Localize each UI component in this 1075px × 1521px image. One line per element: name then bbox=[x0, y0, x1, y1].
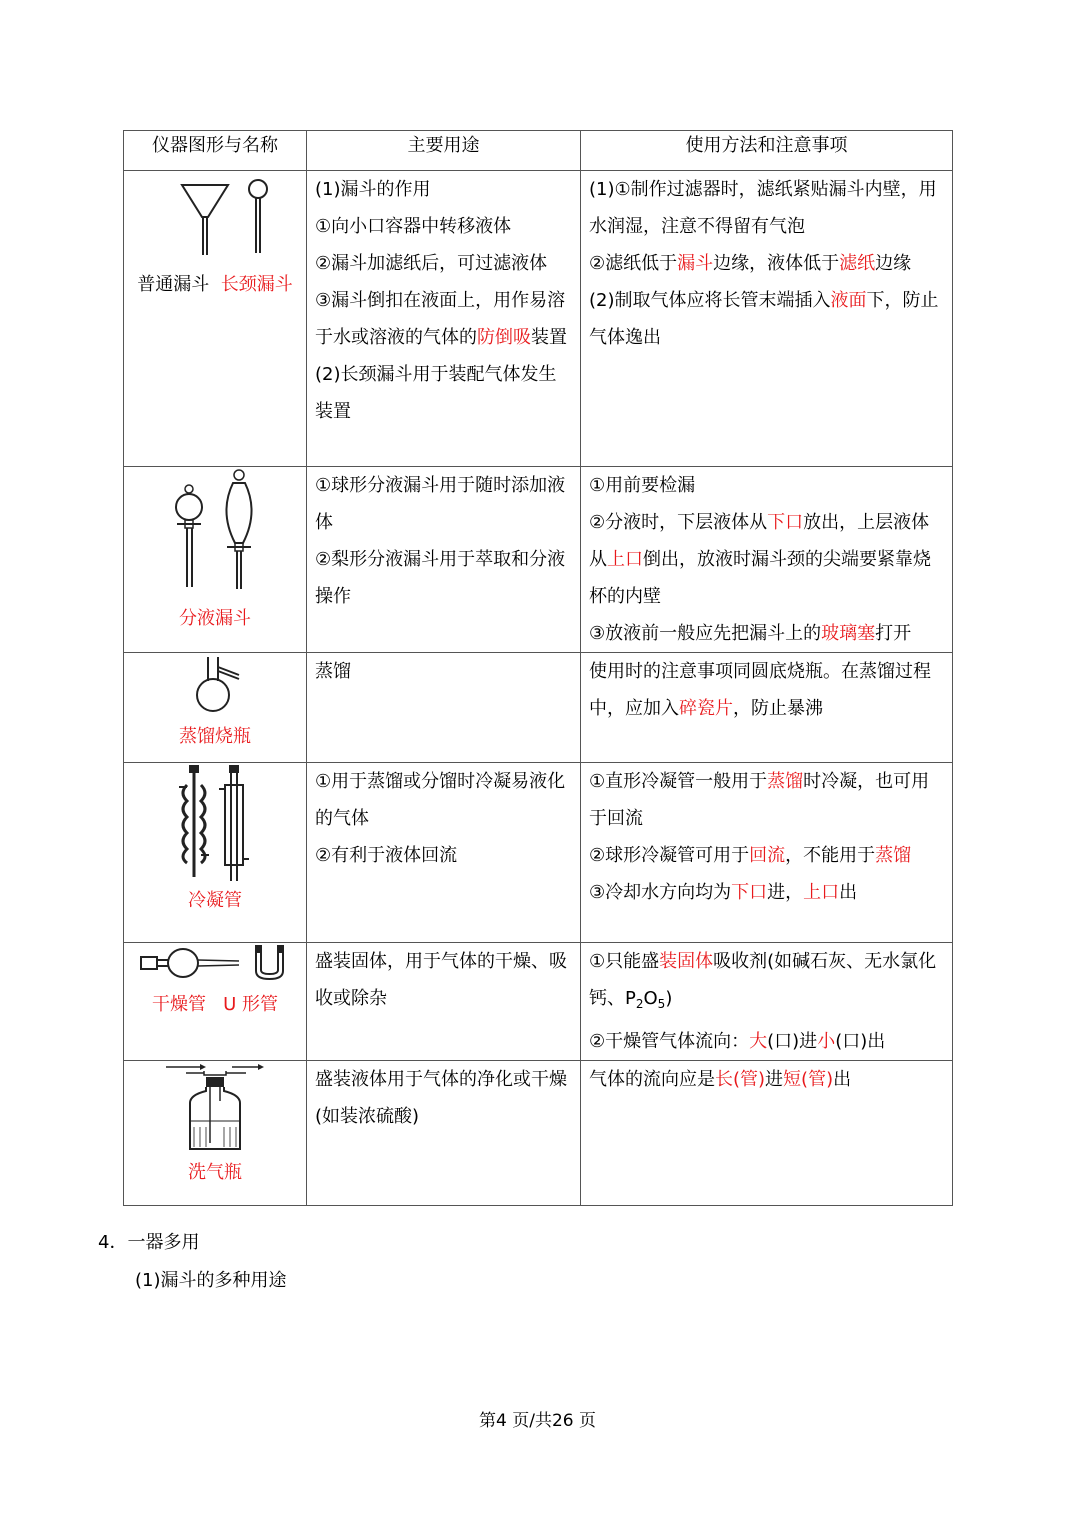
notes-highlight: 液面 bbox=[830, 290, 867, 311]
notes-text: 倒出，放液时漏斗颈的尖端要紧靠烧杯的内壁 bbox=[589, 549, 931, 607]
notes-text: 打开 bbox=[875, 623, 912, 644]
notes-highlight: 碎瓷片 bbox=[679, 698, 733, 719]
notes-highlight: 短(管) bbox=[783, 1069, 834, 1090]
notes-text: 出 bbox=[833, 1069, 852, 1090]
notes-text: ) bbox=[665, 988, 673, 1009]
table-row bbox=[124, 763, 953, 943]
table-row bbox=[124, 467, 953, 653]
distillation-flask-drawing bbox=[175, 653, 255, 715]
table-row bbox=[124, 943, 953, 1061]
page-number: 第4 页/共26 页 bbox=[479, 1411, 596, 1431]
notes-text: 下，防止气体逸出 bbox=[589, 290, 939, 348]
uses-text: 装置 bbox=[531, 327, 567, 348]
notes-text: 使用时的注意事项同圆底烧瓶。在蒸馏过程中，应加入 bbox=[589, 661, 931, 719]
apparatus-cell bbox=[124, 171, 307, 467]
section-title: 4．一器多用 bbox=[98, 1232, 200, 1253]
notes-text: 时冷凝，也可用于回流 bbox=[589, 771, 930, 829]
notes-text: 边缘 bbox=[875, 253, 912, 274]
section-subtitle: (1)漏斗的多种用途 bbox=[135, 1270, 287, 1291]
apparatus-name-condenser: 冷凝管 bbox=[188, 890, 242, 911]
uses-text: ①球形分液漏斗用于随时添加液体 bbox=[315, 475, 566, 533]
drying-tube-drawing bbox=[135, 943, 295, 983]
uses-text: ②有利于液体回流 bbox=[315, 845, 458, 866]
header-apparatus: 仪器图形与名称 bbox=[124, 131, 307, 171]
notes-highlight: 蒸馏 bbox=[875, 845, 912, 866]
apparatus-name-distillation-flask: 蒸馏烧瓶 bbox=[179, 726, 251, 747]
notes-cell bbox=[581, 763, 953, 943]
notes-text: 边缘，液体低于 bbox=[713, 253, 840, 274]
apparatus-cell bbox=[124, 1061, 307, 1206]
notes-highlight: 下口 bbox=[731, 882, 768, 903]
table-header-row bbox=[124, 131, 953, 171]
table-row bbox=[124, 171, 953, 467]
uses-text: ①用于蒸馏或分馏时冷凝易液化的气体 bbox=[315, 771, 566, 829]
notes-text: (口)出 bbox=[835, 1031, 886, 1052]
notes-highlight: 漏斗 bbox=[677, 253, 714, 274]
notes-text: ，防止暴沸 bbox=[733, 698, 823, 719]
notes-cell bbox=[581, 653, 953, 763]
header-uses: 主要用途 bbox=[307, 131, 581, 171]
notes-text: (1)①制作过滤器时，滤纸紧贴漏斗内壁，用水润湿，注意不得留有气泡 bbox=[589, 179, 937, 237]
notes-highlight: 上口 bbox=[803, 882, 840, 903]
gas-washing-bottle-drawing bbox=[160, 1061, 270, 1155]
uses-text: 盛装固体，用于气体的干燥、吸收或除杂 bbox=[315, 951, 567, 1009]
uses-cell bbox=[307, 171, 581, 467]
notes-subscript: 5 bbox=[657, 997, 666, 1011]
notes-highlight: 大 bbox=[749, 1031, 768, 1052]
notes-text: (2)制取气体应将长管末端插入 bbox=[589, 290, 831, 311]
uses-text: 盛装液体用于气体的净化或干燥(如装浓硫酸) bbox=[315, 1069, 567, 1127]
notes-text: ①只能盛 bbox=[589, 951, 660, 972]
uses-cell bbox=[307, 1061, 581, 1206]
apparatus-table bbox=[123, 130, 953, 1206]
apparatus-name-drying-tube: 干燥管 bbox=[151, 994, 206, 1015]
apparatus-name-gas-washing-bottle: 洗气瓶 bbox=[188, 1162, 242, 1183]
notes-highlight: 长(管) bbox=[715, 1069, 766, 1090]
notes-highlight: 装固体 bbox=[659, 951, 714, 972]
uses-text: ①向小口容器中转移液体 bbox=[315, 216, 512, 237]
notes-text: ①直形冷凝管一般用于 bbox=[589, 771, 768, 792]
notes-text: ②滤纸低于 bbox=[589, 253, 678, 274]
uses-cell bbox=[307, 943, 581, 1061]
table-row bbox=[124, 653, 953, 763]
notes-cell bbox=[581, 1061, 953, 1206]
notes-text: ③冷却水方向均为 bbox=[589, 882, 732, 903]
apparatus-cell bbox=[124, 467, 307, 653]
notes-text: 进 bbox=[765, 1069, 784, 1090]
notes-cell bbox=[581, 467, 953, 653]
uses-text: (2)长颈漏斗用于装配气体发生装置 bbox=[315, 364, 557, 422]
separatory-funnel-drawing bbox=[155, 467, 275, 595]
notes-text: ③放液前一般应先把漏斗上的 bbox=[589, 623, 822, 644]
uses-highlight: 防倒吸 bbox=[477, 327, 531, 348]
header-notes: 使用方法和注意事项 bbox=[581, 131, 953, 171]
notes-text: 气体的流向应是 bbox=[589, 1069, 715, 1090]
uses-cell bbox=[307, 763, 581, 943]
notes-text: ②干燥管气体流向： bbox=[589, 1031, 750, 1052]
uses-text: (1)漏斗的作用 bbox=[315, 179, 431, 200]
notes-cell bbox=[581, 943, 953, 1061]
table-row bbox=[124, 1061, 953, 1206]
apparatus-name-long-neck-funnel: 长颈漏斗 bbox=[220, 274, 293, 295]
notes-highlight: 滤纸 bbox=[839, 253, 876, 274]
notes-highlight: 蒸馏 bbox=[767, 771, 804, 792]
notes-text: ②球形冷凝管可用于 bbox=[589, 845, 750, 866]
notes-text: ②分液时，下层液体从 bbox=[589, 512, 768, 533]
apparatus-name-funnel: 普通漏斗 bbox=[137, 274, 210, 295]
apparatus-cell bbox=[124, 653, 307, 763]
condenser-drawing bbox=[165, 763, 265, 885]
notes-highlight: 上口 bbox=[607, 549, 643, 570]
notes-highlight: 小 bbox=[817, 1031, 836, 1052]
notes-text: 吸收剂(如碱石灰、无水氯化钙、P bbox=[589, 951, 937, 1009]
notes-highlight: 回流 bbox=[749, 845, 786, 866]
funnel-drawing bbox=[150, 171, 280, 259]
apparatus-cell bbox=[124, 943, 307, 1061]
uses-text: 蒸馏 bbox=[315, 661, 351, 682]
apparatus-name-u-tube: U 形管 bbox=[223, 994, 279, 1015]
uses-cell bbox=[307, 653, 581, 763]
uses-text: ②漏斗加滤纸后，可过滤液体 bbox=[315, 253, 548, 274]
uses-cell bbox=[307, 467, 581, 653]
notes-highlight: 玻璃塞 bbox=[821, 623, 876, 644]
notes-text: ①用前要检漏 bbox=[589, 475, 696, 496]
apparatus-name-separatory-funnel: 分液漏斗 bbox=[179, 608, 251, 629]
notes-text: ，不能用于 bbox=[785, 845, 876, 866]
notes-text: (口)进 bbox=[767, 1031, 818, 1052]
notes-text: 出 bbox=[839, 882, 858, 903]
apparatus-cell bbox=[124, 763, 307, 943]
notes-highlight: 下口 bbox=[767, 512, 804, 533]
notes-text: 进， bbox=[767, 882, 804, 903]
notes-subscript: 2 bbox=[635, 997, 644, 1011]
uses-text: ②梨形分液漏斗用于萃取和分液操作 bbox=[315, 549, 566, 607]
uses-text: ③漏斗倒扣在液面上，用作易溶于水或溶液的气体的 bbox=[315, 290, 566, 348]
notes-text: O bbox=[643, 988, 658, 1009]
notes-cell bbox=[581, 171, 953, 467]
notes-text: 放出，上层液体从 bbox=[589, 512, 930, 570]
